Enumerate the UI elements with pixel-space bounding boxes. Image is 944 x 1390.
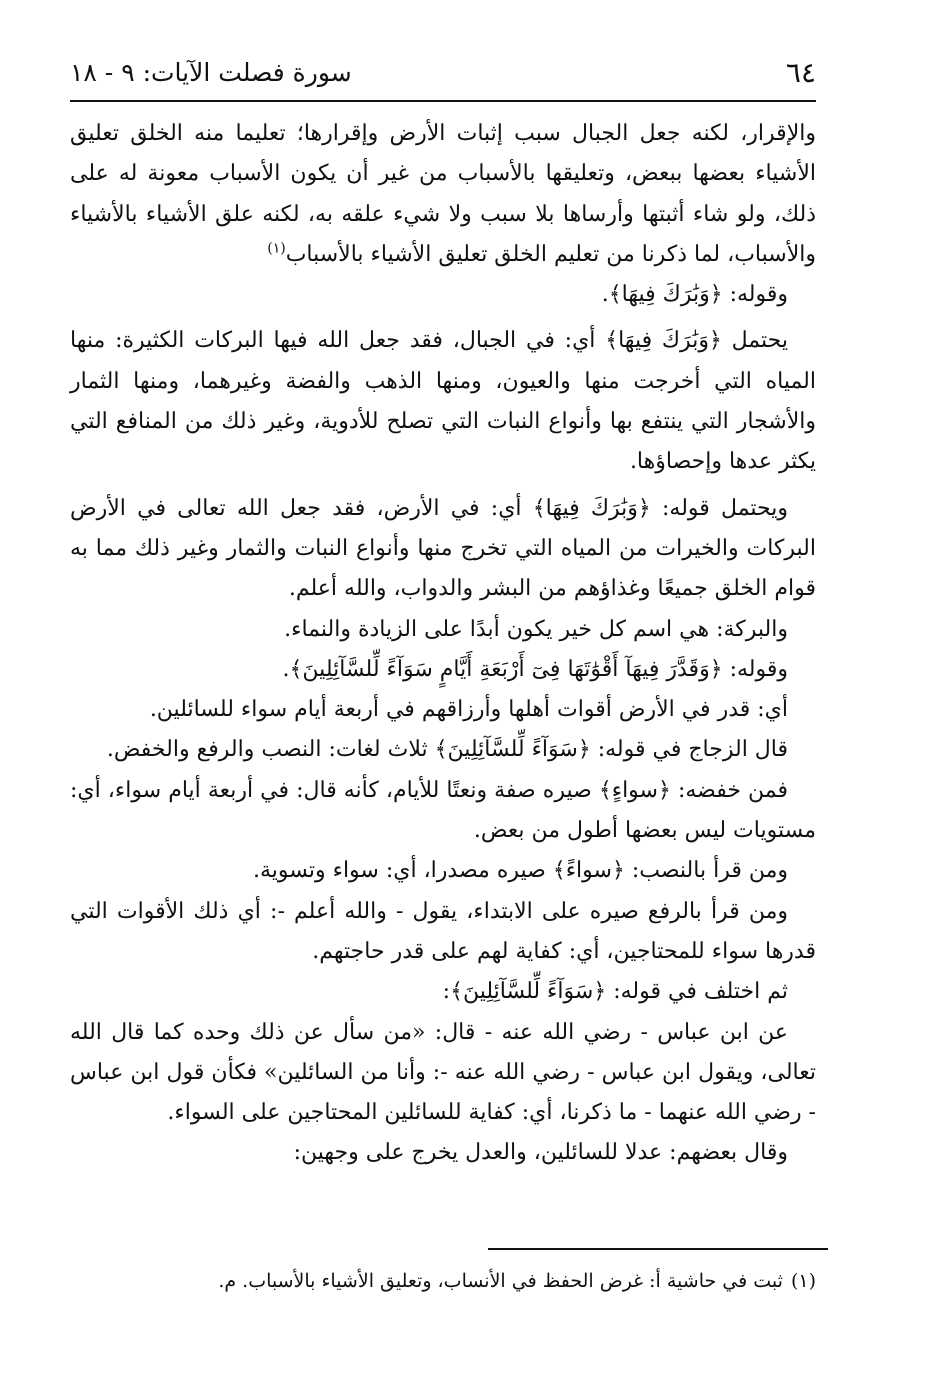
header-rule [70, 100, 816, 102]
footnote-rule [488, 1248, 828, 1250]
footnote-marker: (١) [790, 1270, 816, 1292]
paragraph: وقوله: ﴿وَقَدَّرَ فِيهَآ أَقْوَٰتَهَا فِىٓ أَرْبَعَةِ أَيَّامٍ سَوَآءً لِّلسَّآئِلِينَ﴾. [282, 656, 788, 682]
paragraph: قال الزجاج في قوله: ﴿سَوَآءً لِّلسَّآئِلِينَ﴾ ثلاث لغات: النصب والرفع والخفض. [106, 737, 788, 763]
paragraph: أي: قدر في الأرض أقوات أهلها وأرزاقهم في أربعة أيام سواء للسائلين. [149, 697, 788, 723]
page-number: ٦٤ [785, 56, 816, 89]
paragraph [70, 114, 816, 275]
footnote [70, 1266, 816, 1296]
paragraph: وقال بعضهم: عدلا للسائلين، والعدل يخرج على وجهين: [293, 1140, 788, 1166]
paragraph: ومن قرأ بالرفع صيره على الابتداء، يقول - والله أعلم -: أي ذلك الأقوات التي قدرها سواء للمحتاجين، أي: كفاية لهم على قدر حاجتهم. [70, 898, 816, 964]
paragraph: عن ابن عباس - رضي الله عنه - قال: «من سأل عن ذلك وحده كما قال الله تعالى، ويقول ابن عباس - رضي الله عنه -: وأنا من السائلين» فكأن قول ابن عباس - رضي الله عنهما - ما ذكرنا، أي: كفاية للسائلين المحتاجين على السواء. [70, 1019, 816, 1126]
paragraph: والبركة: هي اسم كل خير يكون أبدًا على الزيادة والنماء. [284, 616, 788, 642]
paragraph: يحتمل ﴿وَبَٰرَكَ فِيهَا﴾ أي: في الجبال، فقد جعل الله فيها البركات الكثيرة: منها المياه التي أخرجت منها والعيون، ومنها الذهب والفضة وغيرهما، ومنها الثمار والأشجار التي ينتفع بها وأنواع النبات التي تصلح للأدوية، وغير ذلك من المنافع التي يكثر عدها وإحصاؤها. [70, 328, 817, 475]
running-title: سورة فصلت الآيات: ٩ - ١٨ [70, 58, 352, 87]
page-header [70, 56, 816, 96]
paragraph: ومن قرأ بالنصب: ﴿سواءً﴾ صيره مصدرا، أي: سواء وتسوية. [252, 858, 788, 884]
paragraph-text: والإقرار، لكنه جعل الجبال سبب إثبات الأرض وإقرارها؛ تعليما منه الخلق تعليق الأشياء بعضها ببعض، وتعليقها بالأسباب من غير أن يكون الأسباب معونة له على ذلك، ولو شاء أثبتها وأرساها بلا سبب ولا شيء علقه به، لكنه علق الأشياء بالأشياء والأسباب، لما ذكرنا من تعليم الخلق تعليق الأشياء بالأسباب [70, 121, 816, 267]
paragraph: ويحتمل قوله: ﴿وَبَٰرَكَ فِيهَا﴾ أي: في الأرض، فقد جعل الله تعالى في الأرض البركات والخيرات من المياه التي تخرج منها وأنواع النبات والثمار وغير ذلك مما به قوام الخلق جميعًا وغذاؤهم من البشر والدواب، والله أعلم. [70, 495, 816, 602]
paragraph: فمن خفضه: ﴿سواءٍ﴾ صيره صفة ونعتًا للأيام، كأنه قال: في أربعة أيام سواء، أي: مستويات ليس بعضها أطول من بعض. [70, 777, 816, 844]
paragraph: وقوله: ﴿وَبَٰرَكَ فِيهَا﴾. [601, 282, 788, 308]
footnote-reference: (١) [267, 240, 286, 257]
footnote-text: ثبت في حاشية أ: غرض الحفظ في الأنساب، وتعليق الأشياء بالأسباب. م. [218, 1270, 783, 1292]
main-text [70, 114, 816, 1174]
paragraph: ثم اختلف في قوله: ﴿سَوَآءً لِّلسَّآئِلِينَ﴾: [442, 979, 788, 1005]
